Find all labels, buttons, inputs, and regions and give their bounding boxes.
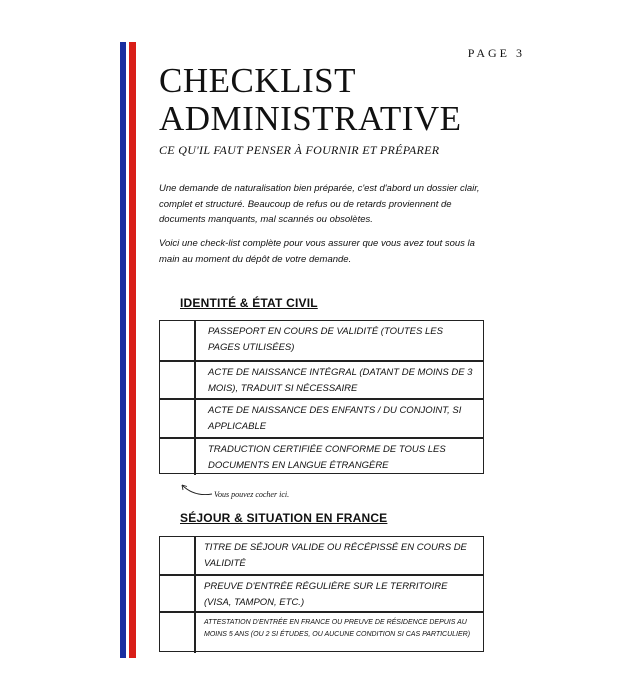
intro-paragraph-1: Une demande de naturalisation bien préparée, c'est d'abord un dossier clair, complet et structuré. Beaucoup de refus ou de retards proviennent de documents manquants, mal scannés ou obsolètes.	[159, 183, 480, 225]
checkbox[interactable]	[160, 439, 196, 476]
checklist-row	[160, 537, 483, 574]
checklist-item-text: TITRE DE SÉJOUR VALIDE OU RÉCÉPISSÉ EN COURS DE VALIDITÉ	[204, 542, 467, 569]
checklist-row	[160, 321, 483, 360]
title-line-2: ADMINISTRATIVE	[159, 99, 462, 138]
checkbox[interactable]	[160, 576, 196, 611]
checklist-item-text: PASSEPORT EN COURS DE VALIDITÉ (TOUTES LES PAGES UTILISÉES)	[208, 326, 443, 353]
checklist-item-text: ACTE DE NAISSANCE DES ENFANTS / DU CONJOINT, SI APPLICABLE	[208, 405, 462, 432]
checkbox[interactable]	[160, 400, 196, 437]
page-subtitle: CE QU'IL FAUT PENSER À FOURNIR ET PRÉPARER	[159, 143, 440, 157]
page-number: PAGE 3	[467, 46, 525, 60]
checklist-item-text: ACTE DE NAISSANCE INTÉGRAL (DATANT DE MOINS DE 3 MOIS), TRADUIT SI NÉCESSAIRE	[208, 366, 473, 394]
checklist-row	[160, 574, 483, 611]
flag-stripe-red	[129, 42, 136, 658]
checkbox[interactable]	[160, 321, 196, 360]
page-title	[159, 62, 462, 138]
checkbox-hint-note: Vous pouvez cocher ici.	[214, 490, 290, 499]
checklist-item-text: PREUVE D'ENTRÉE RÉGULIÈRE SUR LE TERRITOIRE (VISA, TAMPON, ETC.)	[204, 581, 448, 608]
curved-arrow-icon	[178, 481, 218, 501]
title-line-1: CHECKLIST	[159, 61, 356, 100]
checklist-row	[160, 611, 483, 653]
section-title-identite: IDENTITÉ & ÉTAT CIVIL	[180, 296, 318, 310]
checklist-row	[160, 437, 483, 476]
checklist-item-text: TRADUCTION CERTIFIÉE CONFORME DE TOUS LES DOCUMENTS EN LANGUE ÉTRANGÈRE	[208, 443, 446, 471]
checklist-sejour	[159, 536, 484, 652]
checklist-row	[160, 398, 483, 437]
checkbox[interactable]	[160, 613, 196, 653]
intro-paragraph-2: Voici une check-list complète pour vous assurer que vous avez tout sous la main au moment du dépôt de votre demande.	[159, 238, 475, 265]
checkbox[interactable]	[160, 362, 196, 399]
checklist-identite	[159, 320, 484, 474]
checklist-row	[160, 360, 483, 399]
checklist-item-text: ATTESTATION D'ENTRÉE EN FRANCE OU PREUVE DE RÉSIDENCE DEPUIS AU MOINS 5 ANS (OU 2 SI ÉTUDES, OU AUCUNE CONDITION SI CAS PARTICULIER)	[204, 619, 471, 638]
section-title-sejour: SÉJOUR & SITUATION EN FRANCE	[180, 511, 388, 525]
checkbox[interactable]	[160, 537, 196, 574]
